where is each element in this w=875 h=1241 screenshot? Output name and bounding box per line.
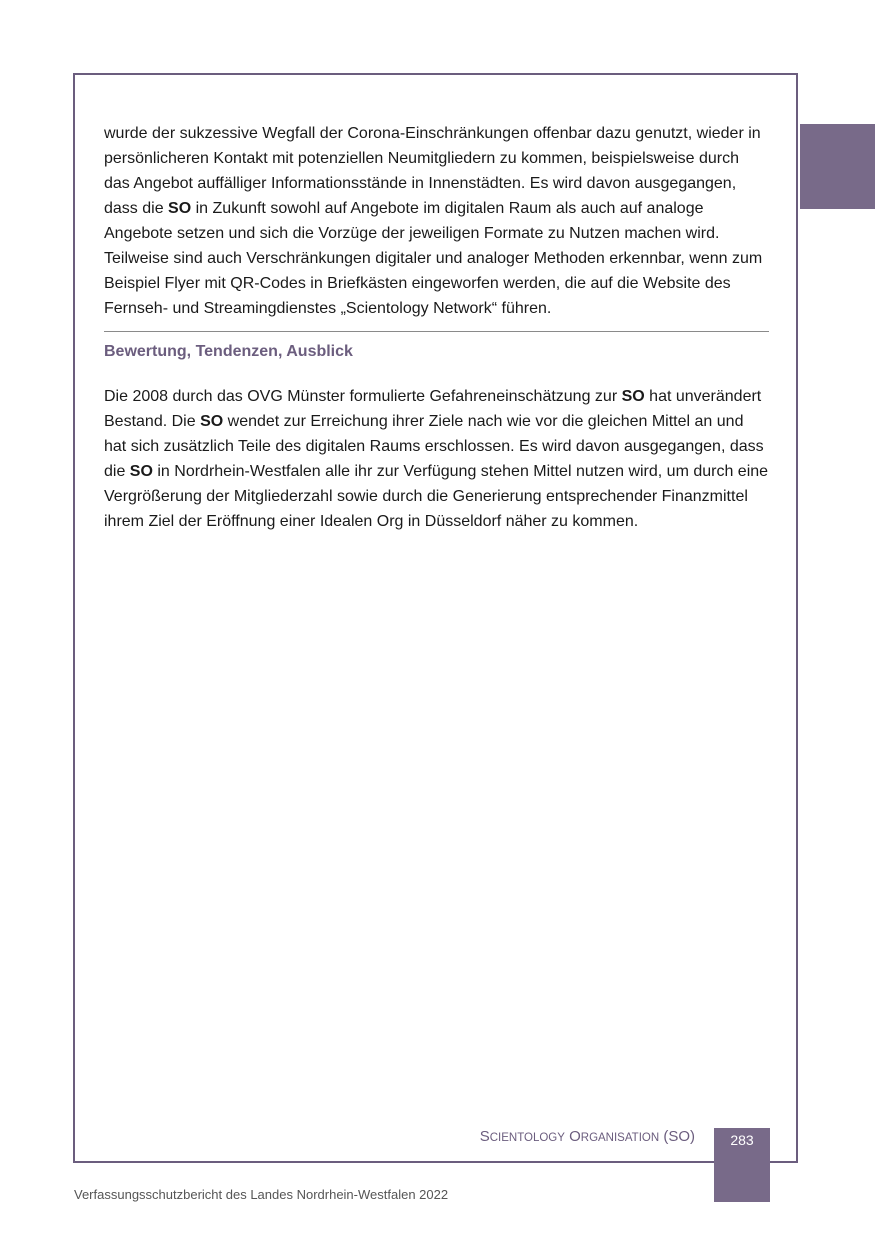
publication-caption: Verfassungsschutzbericht des Landes Nordrhein-Westfalen 2022 (74, 1187, 449, 1202)
abbreviation-bold: SO (200, 413, 224, 430)
title-smallcaps: RGANISATION (580, 1132, 660, 1144)
section-divider (104, 331, 769, 332)
text-run: in Nordrhein-Westfalen alle ihr zur Verfügung stehen Mittel nutzen wird, um durch eine Vergrößerung der Mitgliederzahl sowie durch die Generierung entsprechender Finanzmittel ihrem Ziel der Eröffnung einer Idealen Org in Düsseldorf näher zu kommen. (104, 463, 769, 530)
abbreviation-bold: SO (621, 388, 645, 405)
text-run: hat unverändert Bestand. Die (104, 388, 762, 430)
body-paragraph (104, 384, 769, 534)
page-number-box (714, 1128, 770, 1202)
abbreviation-bold: SO (129, 463, 153, 480)
text-run: wendet zur Erreichung ihrer Ziele nach wie vor die gleichen Mittel an und hat sich zusätzlich Teile des digitalen Raums erschlossen. Es wird davon ausgegangen, dass die (104, 413, 764, 480)
abbreviation-bold: SO (168, 200, 192, 217)
section-heading: Bewertung, Tendenzen, Ausblick (104, 343, 353, 360)
running-footer-title (480, 1128, 695, 1145)
body-paragraph (104, 121, 769, 321)
title-initial: S (479, 1128, 490, 1145)
page-number: 283 (730, 1132, 754, 1148)
title-initial: O (569, 1128, 581, 1145)
title-smallcaps: CIENTOLOGY (489, 1132, 565, 1144)
text-run: wurde der sukzessive Wegfall der Corona-Einschränkungen offenbar dazu genutzt, wieder in persönlicheren Kontakt mit potenziellen Neumitgliedern zu kommen, beispielsweise durch das Angebot auffälliger Informationsstände in Innenstädten. Es wird davon ausgegangen, dass die (104, 125, 761, 217)
chapter-side-tab (800, 124, 875, 209)
title-abbreviation: (SO) (663, 1128, 695, 1145)
main-content (104, 121, 769, 534)
text-run: Die 2008 durch das OVG Münster formulierte Gefahreneinschätzung zur (104, 388, 622, 405)
text-run: in Zukunft sowohl auf Angebote im digitalen Raum als auch auf analoge Angebote setzen und sich die Vorzüge der jeweiligen Formate zu Nutzen machen wird. Teilweise sind auch Verschränkungen digitaler und analoger Methoden erkennbar, wenn zum Beispiel Flyer mit QR-Codes in Briefkästen eingeworfen werden, die auf die Website des Fernseh- und Streamingdienstes „Scientology Network“ führen. (104, 200, 763, 317)
